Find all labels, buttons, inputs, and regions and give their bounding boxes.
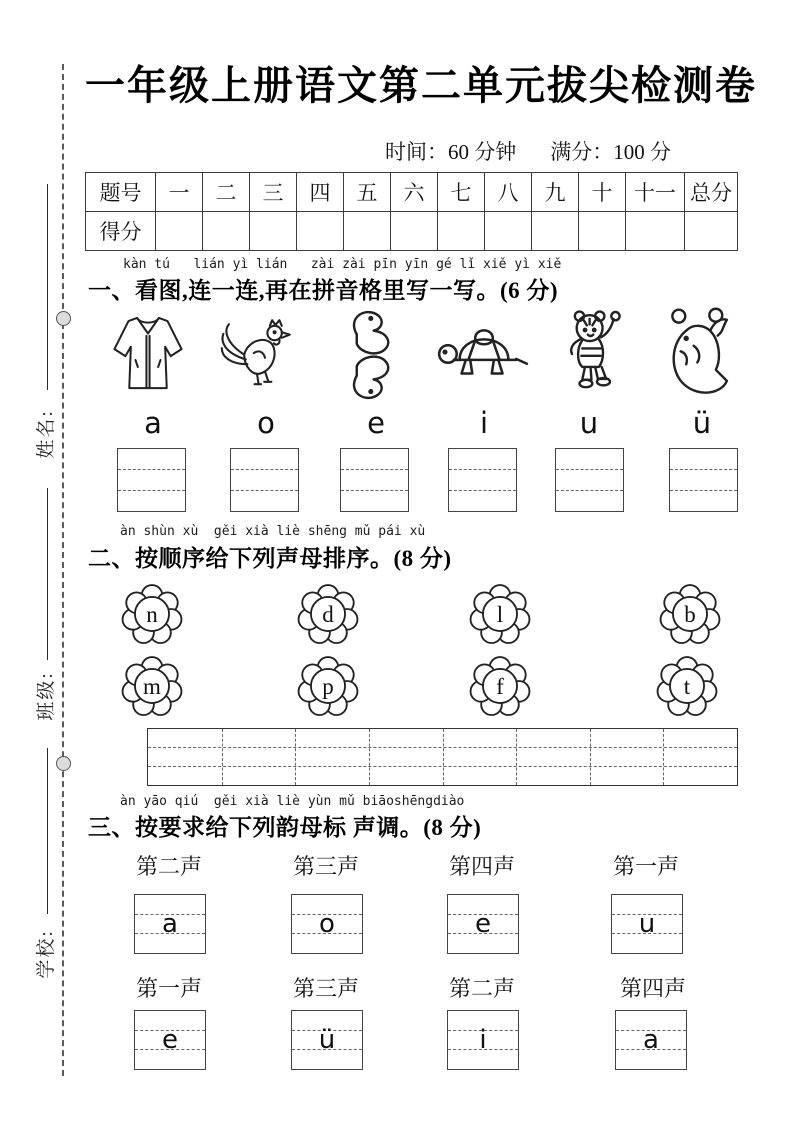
turtle-icon [435, 315, 533, 393]
tone-letter: ü [318, 1024, 336, 1055]
time-limit: 时间：60 分钟 [385, 140, 517, 164]
score-header-cell: 三 [250, 173, 297, 212]
initial-letter: d [322, 602, 334, 627]
tone-letter: e [162, 1024, 178, 1055]
vowel-letter: u [579, 406, 599, 440]
pinyin-write-box[interactable] [669, 448, 738, 512]
tone-write-box[interactable] [447, 1010, 519, 1070]
tone-label: 第二声 [135, 854, 202, 879]
vowel-letter: e [367, 406, 385, 440]
initial-letter: n [146, 602, 158, 627]
tone-write-box[interactable] [134, 1010, 206, 1070]
tone-label: 第二声 [448, 976, 515, 1001]
pinyin-write-box[interactable] [340, 448, 409, 512]
exam-meta [385, 136, 671, 166]
score-header-cell: 题号 [86, 173, 156, 212]
section3-heading: 三、按要求给下列韵母标 声调。(8 分) [88, 815, 482, 840]
score-header-cell: 八 [485, 173, 532, 212]
initial-letter: f [496, 674, 504, 699]
initial-flower [469, 656, 531, 718]
pinyin-write-box[interactable] [230, 448, 299, 512]
vowel-letter: o [257, 406, 275, 440]
class-label: 班级: [36, 671, 57, 721]
score-cell[interactable] [685, 212, 738, 251]
vowel-letter: ü [692, 406, 712, 440]
initial-flower [656, 656, 718, 718]
tone-label: 第四声 [448, 854, 515, 879]
tone-write-box[interactable] [447, 894, 519, 954]
initial-letter: b [684, 602, 696, 627]
tone-letter: i [479, 1024, 487, 1055]
section2-pinyin: àn shùn xù gěi xià liè shēng mǔ pái xù [120, 524, 426, 539]
section2-heading: 二、按顺序给下列声母排序。(8 分) [88, 546, 452, 571]
coat-icon [109, 306, 187, 400]
tone-label: 第三声 [292, 976, 359, 1001]
score-header-cell: 一 [156, 173, 203, 212]
initial-letter: t [683, 674, 691, 699]
initial-letter: p [322, 674, 334, 699]
initial-flower [297, 656, 359, 718]
tone-write-box[interactable] [291, 1010, 363, 1070]
tone-write-box[interactable] [291, 894, 363, 954]
full-score: 满分：100 分 [550, 140, 671, 164]
score-table [85, 172, 738, 251]
score-header-cell: 十 [579, 173, 626, 212]
tone-label: 第四声 [619, 976, 686, 1001]
vowel-letter: i [479, 406, 489, 440]
pinyin-write-box[interactable] [117, 448, 186, 512]
score-header-cell: 二 [203, 173, 250, 212]
name-blank-line[interactable] [47, 184, 48, 390]
score-header-cell: 总分 [685, 173, 738, 212]
score-header-cell: 四 [297, 173, 344, 212]
score-cell[interactable] [626, 212, 685, 251]
tiger-doll-icon [560, 306, 634, 402]
pinyin-write-box[interactable] [555, 448, 624, 512]
initial-flower [297, 584, 359, 646]
school-label: 学校: [36, 929, 57, 979]
score-cell[interactable] [203, 212, 250, 251]
score-cell[interactable] [391, 212, 438, 251]
score-cell[interactable] [344, 212, 391, 251]
section3-pinyin: àn yāo qiú gěi xià liè yùn mǔ biāoshēngdiào [120, 794, 465, 809]
tone-letter: o [319, 908, 335, 939]
tone-label: 第一声 [135, 976, 202, 1001]
score-header-cell: 九 [532, 173, 579, 212]
initial-flower [659, 584, 721, 646]
score-header-cell: 六 [391, 173, 438, 212]
score-header-cell: 五 [344, 173, 391, 212]
initial-flower [121, 584, 183, 646]
initial-flower [121, 656, 183, 718]
score-cell[interactable] [485, 212, 532, 251]
initial-letter: m [143, 674, 161, 699]
score-cell[interactable] [438, 212, 485, 251]
pinyin-write-box[interactable] [448, 448, 517, 512]
score-row-label: 得分 [86, 212, 156, 251]
vowel-letter: a [144, 406, 162, 440]
name-label: 姓名: [36, 409, 57, 459]
score-cell[interactable] [297, 212, 344, 251]
tone-label: 第一声 [612, 854, 679, 879]
section1-pinyin: kàn tú lián yì lián zài zài pīn yīn gé lǐ xiě yì xiě [123, 257, 562, 272]
score-cell[interactable] [156, 212, 203, 251]
binding-hole [56, 311, 71, 326]
page-title: 一年级上册语文第二单元拔尖检测卷 [85, 63, 757, 108]
tone-write-box[interactable] [134, 894, 206, 954]
binding-hole [56, 756, 71, 771]
tone-letter: a [162, 908, 178, 939]
score-cell[interactable] [250, 212, 297, 251]
score-cell[interactable] [579, 212, 626, 251]
section1-heading: 一、看图,连一连,再在拼音格里写一写。(6 分) [88, 278, 559, 303]
rooster-icon [217, 310, 297, 396]
school-blank-line[interactable] [47, 748, 48, 914]
tone-letter: u [638, 908, 656, 939]
score-header-cell: 七 [438, 173, 485, 212]
tone-label: 第三声 [292, 854, 359, 879]
tone-letter: e [475, 908, 491, 939]
binding-dashed-rule [62, 64, 64, 1076]
initial-flower [469, 584, 531, 646]
tone-letter: a [643, 1024, 659, 1055]
class-blank-line[interactable] [47, 488, 48, 660]
ordering-answer-grid[interactable] [147, 728, 738, 786]
tone-write-box[interactable] [611, 894, 683, 954]
initial-letter: l [496, 602, 504, 627]
goose-icon [338, 306, 398, 404]
score-header-cell: 十一 [626, 173, 685, 212]
tone-write-box[interactable] [615, 1010, 687, 1070]
score-cell[interactable] [532, 212, 579, 251]
fish-icon [664, 306, 738, 404]
